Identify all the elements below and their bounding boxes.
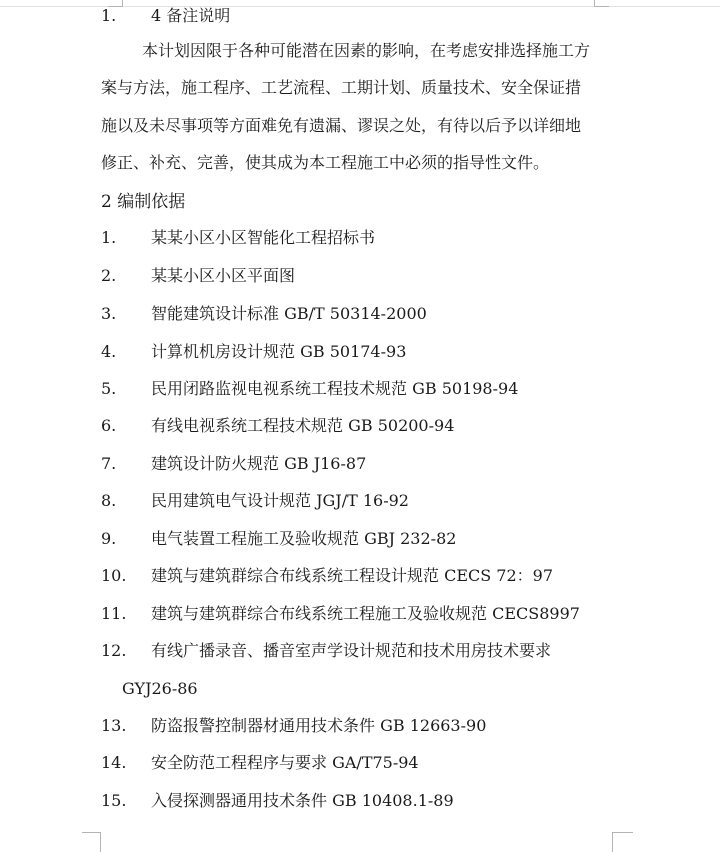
list-text: 建筑设计防火规范 GB J16-87 [151,454,367,473]
list-text: 计算机机房设计规范 GB 50174-93 [151,342,407,361]
list-text: 安全防范工程程序与要求 GA/T75-94 [151,753,419,772]
paragraph-line: 本计划因限于各种可能潜在因素的影响，在考虑安排选择施工方 [142,41,591,60]
section-heading: 2 编制依据 [101,192,186,212]
list-text: 某某小区小区智能化工程招标书 [151,228,376,247]
list-number: 2. [101,266,117,285]
list-text: 民用闭路监视电视系统工程技术规范 GB 50198-94 [151,379,519,398]
list-text: 防盗报警控制器材通用技术条件 GB 12663-90 [151,716,487,735]
list-text: 建筑与建筑群综合布线系统工程设计规范 CECS 72：97 [151,566,554,585]
margin-corner-mark [594,0,609,7]
list-number: 1. [101,228,117,247]
list-text: 建筑与建筑群综合布线系统工程施工及验收规范 CECS8997 [151,604,580,623]
paragraph-line: 案与方法，施工程序、工艺流程、工期计划、质量技术、安全保证措 [101,78,582,97]
list-text: 电气装置工程施工及验收规范 GBJ 232-82 [151,529,457,548]
paragraph-line: 施以及未尽事项等方面难免有遗漏、谬误之处，有待以后予以详细地 [101,116,582,135]
list-text: 智能建筑设计标准 GB/T 50314-2000 [151,304,427,323]
paragraph-line: 修正、补充、完善，使其成为本工程施工中必须的指导性文件。 [101,153,550,172]
list-text: 某某小区小区平面图 [151,266,296,285]
list-text: 有线电视系统工程技术规范 GB 50200-94 [151,416,455,435]
section-title: 4 备注说明 [151,6,231,25]
list-number: 9. [101,529,117,548]
list-text: GYJ26-86 [122,679,198,698]
list-number: 1. [101,6,117,25]
margin-corner-mark [82,832,101,852]
list-number: 6. [101,416,117,435]
list-text: 入侵探测器通用技术条件 GB 10408.1-89 [151,791,454,810]
list-number: 15. [101,791,127,810]
list-number: 3. [101,304,117,323]
list-number: 12. [101,641,127,660]
margin-corner-mark [612,832,633,852]
list-number: 8. [101,491,117,510]
list-text: 有线广播录音、播音室声学设计规范和技术用房技术要求 [151,641,552,660]
list-text: 民用建筑电气设计规范 JGJ/T 16-92 [151,491,409,510]
list-number: 11. [101,604,127,623]
list-number: 7. [101,454,117,473]
list-number: 10. [101,566,127,585]
list-number: 14. [101,753,127,772]
list-number: 13. [101,716,127,735]
list-number: 4. [101,342,117,361]
list-number: 5. [101,379,117,398]
